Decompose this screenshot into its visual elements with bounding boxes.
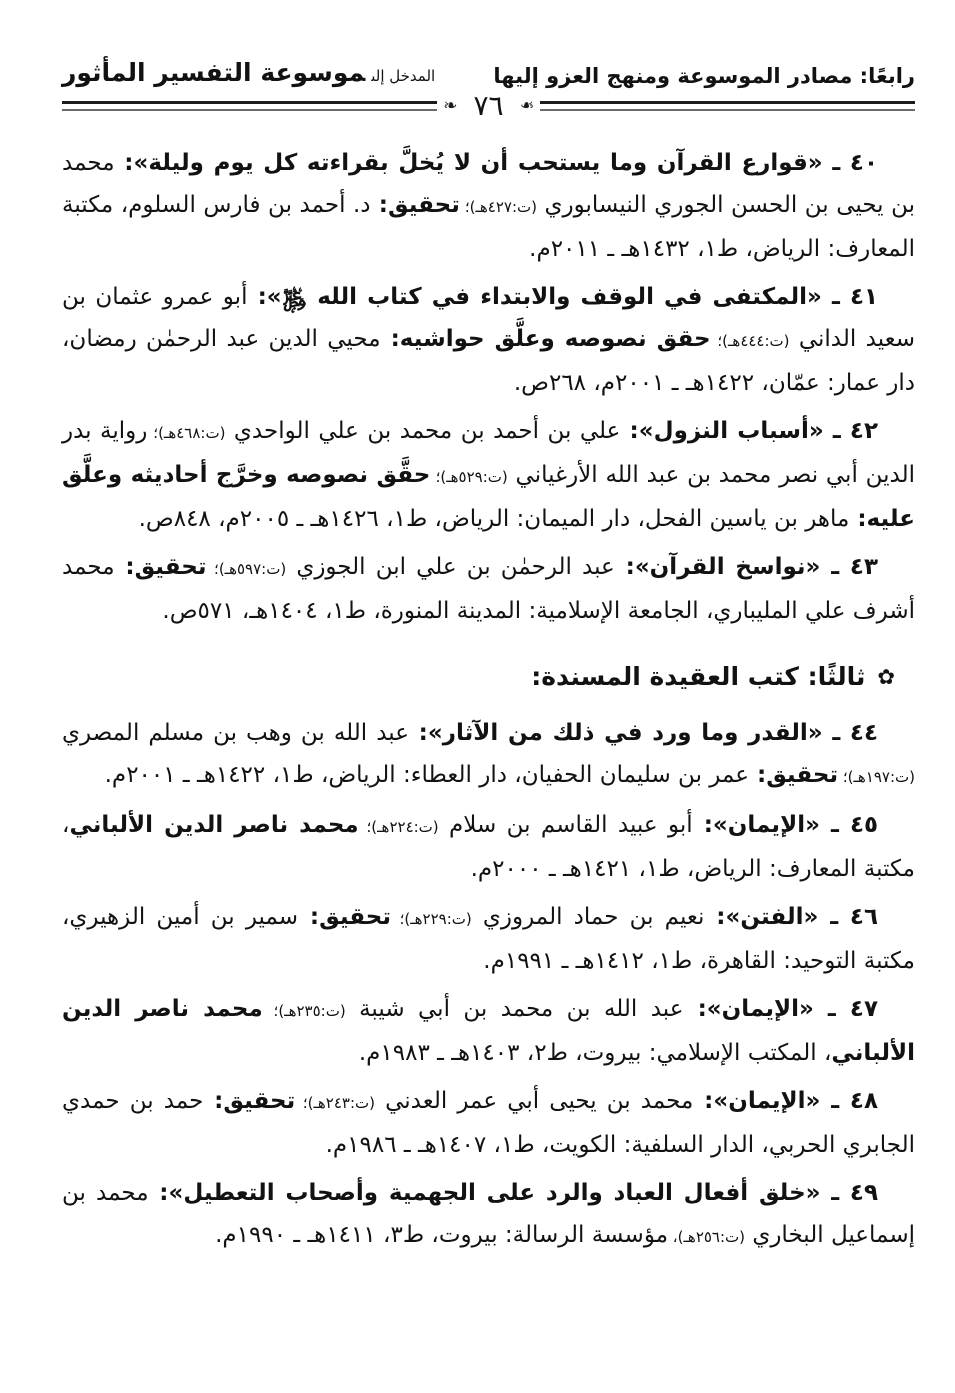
rule-left bbox=[62, 101, 437, 111]
entry-segment-normal: رواية بدر الدين أبي نصر محمد بن عبد الله الأرغياني bbox=[62, 418, 915, 488]
entry-segment-small: (ت:٤٦٨هـ)؛ bbox=[147, 424, 226, 442]
entry-segment-normal: ماهر بن ياسين الفحل، دار الميمان: الرياض، ط١، ١٤٢٦هـ ـ ٢٠٠٥م، ٨٤٨ص. bbox=[138, 506, 850, 532]
entry-segment-bold: حقَّق نصوصه وخرَّج أحاديثه وعلَّق عليه: bbox=[62, 462, 915, 532]
book-logo-prefix: المدخل إلى bbox=[371, 67, 436, 86]
entry-segment-small: (ت:٢٢٩هـ)؛ bbox=[390, 909, 472, 928]
entry-segment-bold: تحقيق: bbox=[370, 192, 460, 218]
bibliography-entry bbox=[62, 1172, 915, 1258]
entry-segment-normal: نعيم بن حماد المروزي bbox=[471, 903, 705, 930]
bibliography-entry bbox=[62, 546, 915, 632]
entry-segment-normal: محمد بن إسماعيل البخاري bbox=[62, 1179, 915, 1248]
section-heading bbox=[62, 658, 895, 696]
entry-segment-normal: ، مكتبة المعارف: الرياض، ط١، ١٤٢١هـ ـ ٢٠٠٠م. bbox=[62, 811, 915, 882]
entry-segment-small: (ت:٢٣٥هـ)؛ bbox=[262, 1001, 346, 1020]
entry-segment-normal: أبو عبيد القاسم بن سلام bbox=[438, 811, 693, 838]
entry-segment-small: (ت:٥٢٩هـ)؛ bbox=[430, 468, 508, 486]
running-section-title: رابعًا: مصادر الموسوعة ومنهج العزو إليها bbox=[493, 64, 915, 88]
bibliography-entry bbox=[62, 1080, 915, 1166]
entry-segment-normal: عمر بن سليمان الحفيان، دار العطاء: الرياض، ط١، ١٤٢٢هـ ـ ٢٠٠١م. bbox=[104, 761, 749, 788]
entry-segment-title: ٤٩ ـ «خلق أفعال العباد والرد على الجهمية وأصحاب التعطيل»: bbox=[148, 1179, 878, 1206]
bibliography-entry bbox=[62, 988, 915, 1074]
entry-segment-normal: محمد بن يحيى أبي عمر العدني bbox=[374, 1087, 694, 1114]
page-header bbox=[62, 50, 915, 120]
entry-segment-normal: محمد بن يحيى بن الحسن الجوري النيسابوري bbox=[62, 150, 916, 218]
bibliography-entry bbox=[62, 712, 915, 798]
bibliography-entry bbox=[62, 142, 915, 270]
entry-segment-title: ٤٥ ـ «الإيمان»: bbox=[692, 811, 879, 838]
book-logo bbox=[62, 59, 435, 88]
entry-segment-normal: محيي الدين عبد الرحمٰن رمضان، دار عمار: عمّان، ١٤٢٢هـ ـ ٢٠٠١م، ٢٦٨ص. bbox=[62, 326, 915, 396]
bibliography-entry bbox=[62, 896, 915, 982]
entry-segment-small: (ت:٤٢٧هـ)؛ bbox=[459, 198, 537, 216]
fleuron-icon: ❧ bbox=[443, 95, 458, 116]
entry-segment-title: ٤٣ ـ «نواسخ القرآن»: bbox=[614, 554, 878, 580]
entry-segment-normal: عبد الله بن محمد بن أبي شيبة bbox=[345, 995, 684, 1022]
entry-segment-small: (ت:٢٤٣هـ)؛ bbox=[295, 1093, 375, 1112]
page-number: ٧٦ bbox=[473, 89, 504, 122]
entry-segment-title: ٤٧ ـ «الإيمان»: bbox=[683, 995, 878, 1022]
entry-segment-bold: تحقيق: bbox=[749, 761, 839, 788]
rosette-icon: ✿ bbox=[877, 665, 895, 689]
entry-segment-small: (ت:٢٥٦هـ)، bbox=[668, 1227, 746, 1246]
entry-segment-normal: عبد الله بن وهب بن مسلم المصري bbox=[62, 719, 409, 746]
bibliography-entry bbox=[62, 804, 915, 890]
entry-segment-title: ٤٢ ـ «أسباب النزول»: bbox=[620, 418, 878, 444]
fleuron-icon: ❧ bbox=[519, 95, 534, 116]
entry-segment-normal: أبو عمرو عثمان بن سعيد الداني bbox=[62, 284, 915, 352]
entry-segment-title: ٤١ ـ «المكتفى في الوقف والابتداء في كتاب الله ﷿»: bbox=[247, 284, 879, 310]
entry-segment-small: (ت:١٩٧هـ)؛ bbox=[838, 767, 915, 786]
entry-segment-bold: تحقيق: bbox=[114, 554, 207, 580]
bibliography-entry bbox=[62, 410, 915, 540]
entry-segment-small: (ت:٢٢٤هـ)؛ bbox=[358, 817, 439, 836]
entry-segment-normal: سمير بن أمين الزهيري، مكتبة التوحيد: القاهرة، ط١، ١٤١٢هـ ـ ١٩٩١م. bbox=[62, 903, 915, 974]
entry-segment-normal: د. أحمد بن فارس السلوم، مكتبة المعارف: الرياض، ط١، ١٤٣٢هـ ـ ٢٠١١م. bbox=[62, 192, 915, 262]
entry-segment-bold: محمد ناصر الدين الألباني bbox=[69, 811, 359, 838]
entry-segment-normal: مؤسسة الرسالة: بيروت، ط٣، ١٤١١هـ ـ ١٩٩٠م. bbox=[215, 1221, 669, 1248]
rule-right bbox=[540, 101, 915, 111]
entry-segment-bold: حقق نصوصه وعلَّق حواشيه: bbox=[380, 326, 711, 352]
header-rule bbox=[62, 89, 915, 122]
entry-segment-normal: حمد بن حمدي الجابري الحربي، الدار السلفية: الكويت، ط١، ١٤٠٧هـ ـ ١٩٨٦م. bbox=[62, 1087, 915, 1158]
entry-segment-title: ٤٤ ـ «القدر وما ورد في ذلك من الآثار»: bbox=[408, 719, 878, 746]
entry-segment-title: ٤٨ ـ «الإيمان»: bbox=[693, 1087, 878, 1114]
page-number-block bbox=[437, 89, 540, 122]
section-heading-label: ثالثًا: كتب العقيدة المسندة: bbox=[531, 662, 866, 691]
entry-segment-small: (ت:٤٤٤هـ)؛ bbox=[710, 332, 790, 350]
bibliography-list bbox=[62, 142, 915, 1258]
entry-segment-normal: علي بن أحمد بن محمد بن علي الواحدي bbox=[225, 418, 621, 444]
entry-segment-bold: تحقيق: bbox=[298, 903, 391, 930]
entry-segment-bold: تحقيق: bbox=[203, 1087, 296, 1114]
book-logo-title: موسوعة التفسير المأثور bbox=[62, 58, 366, 88]
entry-segment-normal: محمد أشرف علي المليباري، الجامعة الإسلامية: المدينة المنورة، ط١، ١٤٠٤هـ، ٥٧١ص. bbox=[62, 554, 915, 624]
bibliography-entry bbox=[62, 276, 915, 404]
entry-segment-small: (ت:٥٩٧هـ)؛ bbox=[206, 560, 287, 578]
header-titles bbox=[62, 50, 915, 88]
entry-segment-bold: محمد ناصر الدين الألباني bbox=[62, 995, 915, 1066]
entry-segment-title: ٤٠ ـ «قوارع القرآن وما يستحب أن لا يُخلَّ بقراءته كل يوم وليلة»: bbox=[114, 150, 878, 176]
entry-segment-normal: عبد الرحمٰن بن علي ابن الجوزي bbox=[286, 554, 615, 580]
entry-segment-title: ٤٦ ـ «الفتن»: bbox=[704, 903, 878, 930]
entry-segment-normal: ، المكتب الإسلامي: بيروت، ط٢، ١٤٠٣هـ ـ ١٩٨٣م. bbox=[358, 1039, 832, 1066]
